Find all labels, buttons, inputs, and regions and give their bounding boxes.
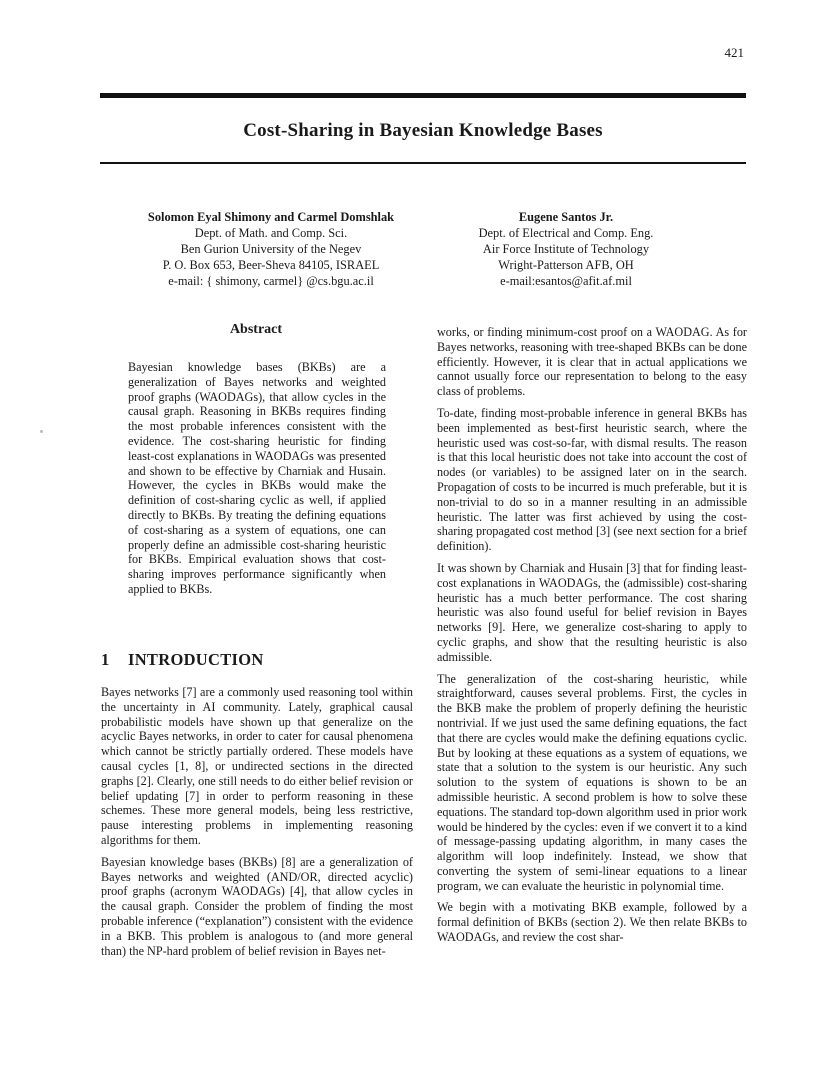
section-heading (101, 650, 264, 670)
paragraph: The generalization of the cost-sharing heuristic, while straightforward, causes several problems. First, the cycles in the BKB make the problem of properly defining the heuristic nontrivial. If we just used the same defining equations, the fact that there are cycles would make the defining equations cyclic. But by looking at these equations as a system of equations, we state that a solution to the system is our heuristic. Any such solution to the system of equations is shown to be an admissible heuristic. A second problem is how to solve these equations. The standard top-down algorithm used in prior work would be hindered by the cycles: even if we convert it to a kind of message-passing updating algorithm, in many cases the algorithm will loop indefinitely. Instead, we show that converting the system of semi-linear equations to a linear program, we can evaluate the heuristic in polynomial time. (437, 671, 747, 893)
paragraph: works, or finding minimum-cost proof on a WAODAG. As for Bayes networks, reasoning with tree-shaped BKBs can be done efficiently. However, it is clear that in actual applications we cannot usually force our representation to belong to the easy class of problems. (437, 325, 747, 399)
paragraph: To-date, finding most-probable inference in general BKBs has been implemented as best-first heuristic search, where the heuristic used was cost-so-far, with dismal results. The reason is that this local heuristic does not take into account the cost of nodes (or variables) to be assigned later on in the search. Propagation of costs to be incurred is much preferable, but it is non-trivial to do so in a manner resulting in an admissible heuristic. The latter was first achieved by using the cost-sharing propagated cost method [3] (see next section for a brief definition). (437, 405, 747, 554)
title-rule-bottom (100, 162, 746, 164)
paper-title: Cost-Sharing in Bayesian Knowledge Bases (243, 120, 603, 141)
page-number: 421 (724, 45, 744, 60)
abstract-text: Bayesian knowledge bases (BKBs) are a generalization of Bayes networks and weighted proof graphs (WAODAGs), that allow cycles in the causal graph. Reasoning in BKBs requires finding the most probable inferences consistent with the evidence. The cost-sharing heuristic for finding least-cost explanations in WAODAGs was presented and shown to be effective by Charniak and Husain. However, the cycles in BKBs would make the definition of cost-sharing cyclic as well, if applied directly to BKBs. By treating the defining equations of cost-sharing as a system of equations, one can properly define an admissible cost-sharing heuristic for BKBs. Empirical evaluation shows that cost-sharing improves performance significantly when applied to BKBs. (128, 360, 386, 596)
section-title: INTRODUCTION (128, 650, 264, 669)
left-column-body (101, 685, 413, 965)
author-block-left (102, 209, 440, 289)
paragraph: It was shown by Charniak and Husain [3] that for finding least-cost explanations in WAODAGs, the (admissible) cost-sharing heuristic has a much better performance. The cost sharing heuristic was also found useful for belief revision in Bayes networks [9]. Here, we generalize cost-sharing to apply to cyclic graphs, and show that the resulting heuristic is also admissible. (437, 560, 747, 664)
abstract-heading: Abstract (229, 322, 283, 337)
title-rule-top (100, 93, 746, 98)
author-dept: Dept. of Math. and Comp. Sci. (194, 226, 348, 240)
author-address: P. O. Box 653, Beer-Sheva 84105, ISRAEL (162, 258, 380, 272)
author-institution: Air Force Institute of Technology (482, 242, 650, 256)
author-names: Solomon Eyal Shimony and Carmel Domshlak (147, 210, 395, 224)
author-dept: Dept. of Electrical and Comp. Eng. (478, 226, 654, 240)
author-institution: Ben Gurion University of the Negev (180, 242, 362, 256)
abstract-body (128, 360, 386, 604)
author-email: e-mail: { shimony, carmel} @cs.bgu.ac.il (168, 274, 374, 288)
author-block-right (446, 209, 686, 289)
scan-artifact (40, 430, 43, 433)
paragraph: Bayes networks [7] are a commonly used reasoning tool within the uncertainty in AI community. Lately, graphical causal probabilistic models have shown up that generalize on the acyclic Bayes networks, in order to cater for causal phenomena which cannot be strictly partially ordered. These models have causal cycles [1, 8], or undirected sections in the directed graphs [2]. Clearly, one still needs to do either belief revision or belief updating [7] in order to perform reasoning in these schemes. These more general models, being less restrictive, pause interesting problems in implementing reasoning algorithms for them. (101, 685, 413, 847)
paragraph: Bayesian knowledge bases (BKBs) [8] are a generalization of Bayes networks and weighted (AND/OR, directed acyclic) proof graphs (acronym WAODAGs) [4], that allow cycles in the causal graph. Consider the problem of finding the most probable inference (“explanation”) consistent with the evidence in a BKB. This problem is analogous to (and more general than) the NP-hard problem of belief revision in Bayes net- (101, 854, 413, 958)
author-email: e-mail:esantos@afit.af.mil (500, 274, 632, 288)
right-column-body (437, 325, 747, 952)
author-names: Eugene Santos Jr. (518, 210, 614, 224)
author-address: Wright-Patterson AFB, OH (498, 258, 634, 272)
section-number: 1 (101, 650, 110, 669)
paragraph: We begin with a motivating BKB example, followed by a formal definition of BKBs (section 2). We then relate BKBs to WAODAGs, and review the cost shar- (437, 900, 747, 945)
